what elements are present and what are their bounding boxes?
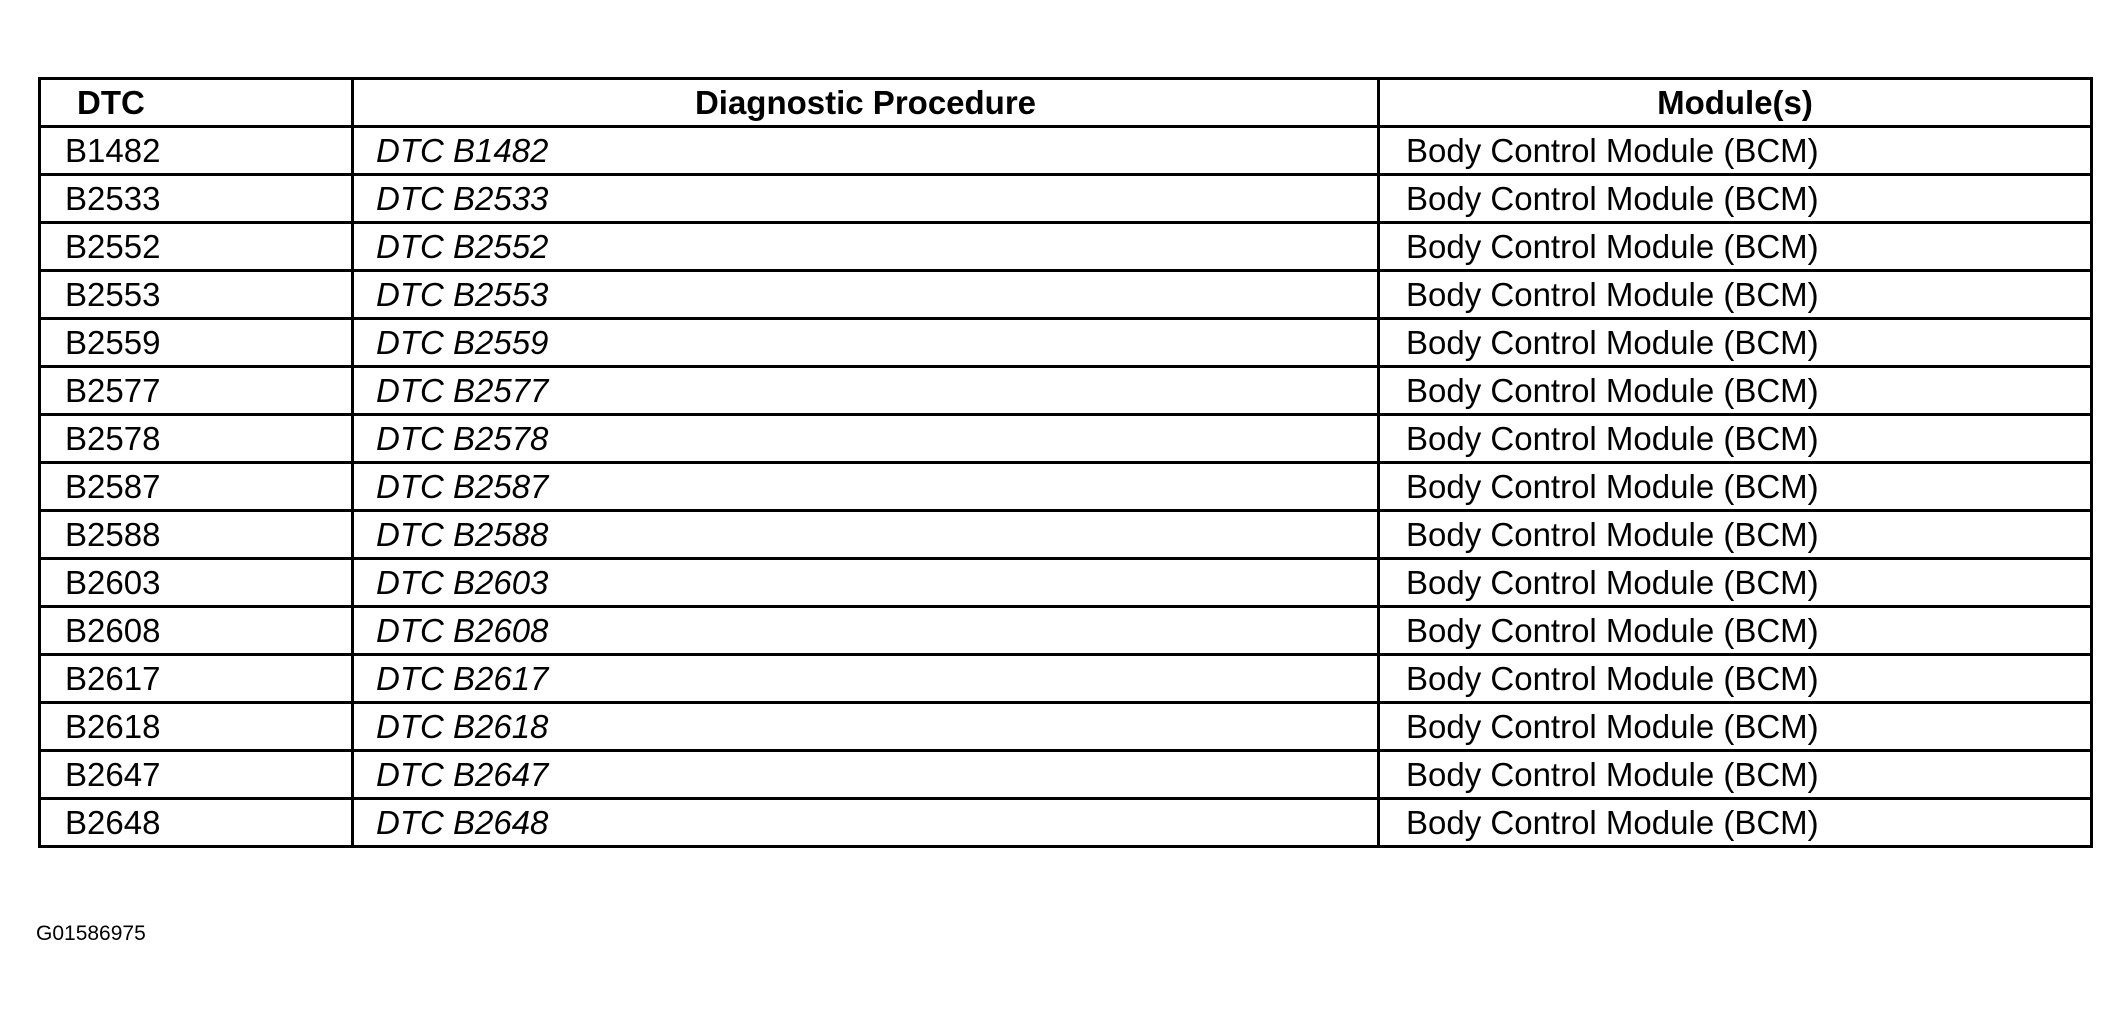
module-cell: Body Control Module (BCM) <box>1379 655 2092 703</box>
module-cell: Body Control Module (BCM) <box>1379 223 2092 271</box>
table-row <box>40 223 2092 271</box>
diagnostic-procedure-cell[interactable]: DTC B2617 <box>353 655 1379 703</box>
table-row <box>40 703 2092 751</box>
table-row <box>40 367 2092 415</box>
header-dtc: DTC <box>40 79 353 127</box>
dtc-table <box>38 77 2093 848</box>
table-row <box>40 799 2092 847</box>
diagnostic-procedure-cell[interactable]: DTC B1482 <box>353 127 1379 175</box>
dtc-code-cell: B1482 <box>40 127 353 175</box>
table-row <box>40 463 2092 511</box>
dtc-code-cell: B2577 <box>40 367 353 415</box>
module-cell: Body Control Module (BCM) <box>1379 799 2092 847</box>
table-row <box>40 127 2092 175</box>
diagnostic-procedure-cell[interactable]: DTC B2553 <box>353 271 1379 319</box>
header-modules: Module(s) <box>1379 79 2092 127</box>
dtc-code-cell: B2587 <box>40 463 353 511</box>
table-row <box>40 559 2092 607</box>
table-row <box>40 511 2092 559</box>
diagnostic-procedure-cell[interactable]: DTC B2603 <box>353 559 1379 607</box>
module-cell: Body Control Module (BCM) <box>1379 319 2092 367</box>
module-cell: Body Control Module (BCM) <box>1379 127 2092 175</box>
dtc-code-cell: B2647 <box>40 751 353 799</box>
diagnostic-procedure-cell[interactable]: DTC B2618 <box>353 703 1379 751</box>
module-cell: Body Control Module (BCM) <box>1379 511 2092 559</box>
table-row <box>40 271 2092 319</box>
dtc-code-cell: B2559 <box>40 319 353 367</box>
module-cell: Body Control Module (BCM) <box>1379 751 2092 799</box>
dtc-code-cell: B2617 <box>40 655 353 703</box>
table-body <box>40 127 2092 847</box>
diagnostic-procedure-cell[interactable]: DTC B2588 <box>353 511 1379 559</box>
diagnostic-procedure-cell[interactable]: DTC B2578 <box>353 415 1379 463</box>
module-cell: Body Control Module (BCM) <box>1379 175 2092 223</box>
dtc-code-cell: B2578 <box>40 415 353 463</box>
dtc-code-cell: B2533 <box>40 175 353 223</box>
dtc-code-cell: B2648 <box>40 799 353 847</box>
dtc-code-cell: B2588 <box>40 511 353 559</box>
module-cell: Body Control Module (BCM) <box>1379 367 2092 415</box>
module-cell: Body Control Module (BCM) <box>1379 703 2092 751</box>
table-row <box>40 175 2092 223</box>
module-cell: Body Control Module (BCM) <box>1379 559 2092 607</box>
table-row <box>40 607 2092 655</box>
diagnostic-procedure-cell[interactable]: DTC B2577 <box>353 367 1379 415</box>
dtc-code-cell: B2552 <box>40 223 353 271</box>
header-diagnostic-procedure: Diagnostic Procedure <box>353 79 1379 127</box>
figure-id: G01586975 <box>36 922 146 945</box>
module-cell: Body Control Module (BCM) <box>1379 271 2092 319</box>
module-cell: Body Control Module (BCM) <box>1379 463 2092 511</box>
table-row <box>40 319 2092 367</box>
diagnostic-procedure-cell[interactable]: DTC B2648 <box>353 799 1379 847</box>
diagnostic-procedure-cell[interactable]: DTC B2552 <box>353 223 1379 271</box>
dtc-code-cell: B2553 <box>40 271 353 319</box>
module-cell: Body Control Module (BCM) <box>1379 607 2092 655</box>
table-row <box>40 751 2092 799</box>
dtc-code-cell: B2618 <box>40 703 353 751</box>
dtc-code-cell: B2603 <box>40 559 353 607</box>
diagnostic-procedure-cell[interactable]: DTC B2587 <box>353 463 1379 511</box>
dtc-code-cell: B2608 <box>40 607 353 655</box>
diagnostic-procedure-cell[interactable]: DTC B2647 <box>353 751 1379 799</box>
module-cell: Body Control Module (BCM) <box>1379 415 2092 463</box>
table-row <box>40 415 2092 463</box>
table-row <box>40 655 2092 703</box>
diagnostic-procedure-cell[interactable]: DTC B2608 <box>353 607 1379 655</box>
diagnostic-procedure-cell[interactable]: DTC B2559 <box>353 319 1379 367</box>
diagnostic-procedure-cell[interactable]: DTC B2533 <box>353 175 1379 223</box>
table-header-row <box>40 79 2092 127</box>
